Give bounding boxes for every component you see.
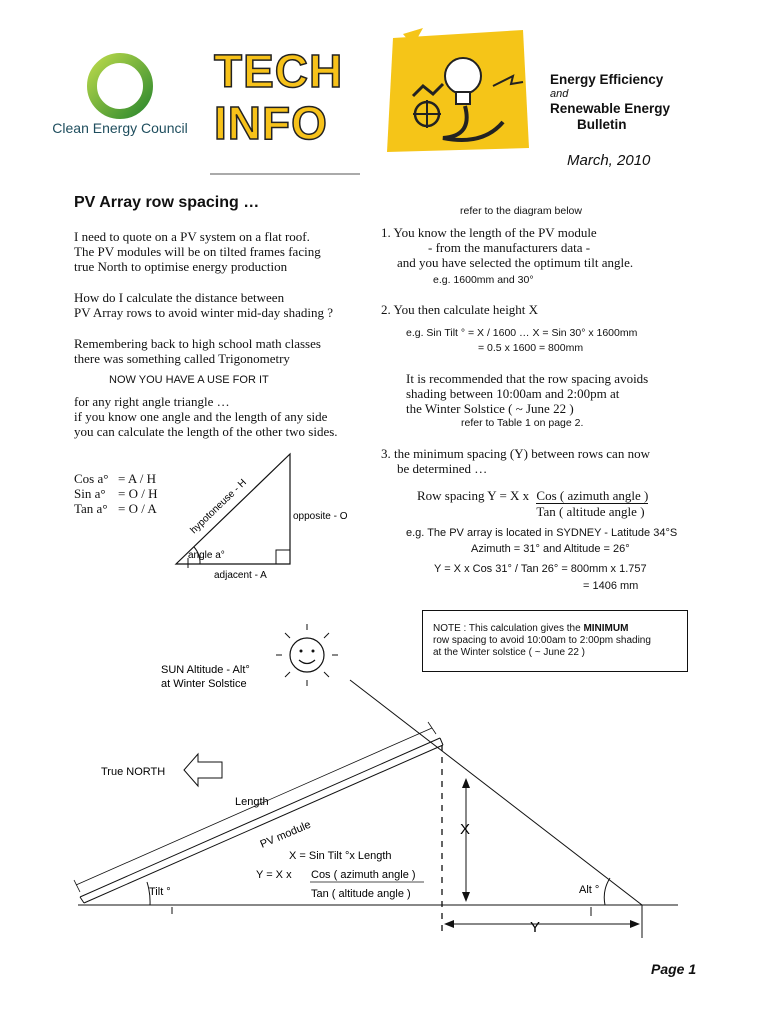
row-spacing-diagram xyxy=(0,610,768,950)
page-number: Page 1 xyxy=(651,961,697,977)
example-3-line2: Azimuth = 31° and Altitude = 26° xyxy=(471,543,630,555)
question-paragraph xyxy=(74,290,333,320)
bulletin-and: and xyxy=(550,88,569,100)
step-1 xyxy=(381,225,633,270)
triangle-paragraph xyxy=(74,394,338,439)
refer-diagram-note: refer to the diagram below xyxy=(460,205,582,217)
note-line: at the Winter solstice ( ~ June 22 ) xyxy=(433,647,586,658)
hypotenuse-label: hypotoneuse - H xyxy=(188,477,249,537)
step-2-example-1: e.g. Sin Tilt ° = X / 1600 … X = Sin 30° x 1600mm xyxy=(406,327,638,339)
example-3-line3: Y = X x Cos 31° / Tan 26° = 800mm x 1.757 xyxy=(434,563,647,575)
formula-row: Cos a° = A / H xyxy=(74,471,157,486)
text-line: if you know one angle and the length of any side xyxy=(74,409,328,424)
sun-altitude-label: SUN Altitude - Alt° xyxy=(161,664,250,676)
text-line: 3. the minimum spacing (Y) between rows can now xyxy=(381,446,650,461)
logo-word-tech: TECH xyxy=(214,45,344,97)
refer-table-note: refer to Table 1 on page 2. xyxy=(461,417,584,429)
bulb-icon xyxy=(383,26,533,156)
article-title: PV Array row spacing … xyxy=(74,194,260,211)
bulletin-title xyxy=(550,72,720,133)
text-line: true North to optimise energy production xyxy=(74,259,288,274)
use-line: NOW YOU HAVE A USE FOR IT xyxy=(109,374,269,386)
sun-icon xyxy=(276,624,338,686)
bulletin-line2: Renewable Energy xyxy=(550,101,671,116)
logo-word-info: INFO xyxy=(214,97,328,149)
text-line: for any right angle triangle … xyxy=(74,394,230,409)
text-line: 1. You know the length of the PV module xyxy=(381,225,597,240)
x-dimension-label: X xyxy=(460,821,471,838)
text-line: you can calculate the length of the other two sides. xyxy=(74,424,338,439)
row-spacing-formula xyxy=(417,488,648,519)
formula-row: Tan a° = O / A xyxy=(74,501,157,516)
trig-formulas xyxy=(74,471,157,516)
recommendation xyxy=(406,371,648,416)
step-2: 2. You then calculate height X xyxy=(381,302,539,317)
text-line: - from the manufacturers data - xyxy=(428,240,591,255)
tilt-label: Tilt ° xyxy=(149,886,171,898)
text-line: Remembering back to high school math classes xyxy=(74,336,321,351)
text-line: It is recommended that the row spacing avoids xyxy=(406,371,649,386)
y-dimension-label: Y xyxy=(530,919,541,936)
example-3-line1: e.g. The PV array is located in SYDNEY - Latitude 34°S xyxy=(406,527,678,539)
example-3-line4: = 1406 mm xyxy=(583,580,639,592)
text-line: the Winter Solstice ( ~ June 22 ) xyxy=(406,401,574,416)
bulletin-line3: Bulletin xyxy=(577,117,627,132)
length-label: Length xyxy=(235,796,269,808)
opposite-label: opposite - O xyxy=(293,511,348,522)
row-spacing-numerator: Cos ( azimuth angle ) xyxy=(536,488,649,503)
logo-ring-icon xyxy=(48,46,192,126)
note-line: NOTE : This calculation gives the MINIMUM xyxy=(433,623,629,634)
true-north-arrow-icon xyxy=(184,754,222,786)
pv-module-label: PV module xyxy=(258,818,313,851)
row-spacing-denominator: Tan ( altitude angle ) xyxy=(536,504,645,519)
true-north-label: True NORTH xyxy=(101,766,166,778)
text-line: shading between 10:00am and 2:00pm at xyxy=(406,386,620,401)
header-rule xyxy=(210,173,360,175)
text-line: PV Array rows to avoid winter mid-day shading ? xyxy=(74,305,333,320)
formula-y-numerator: Cos ( azimuth angle ) xyxy=(311,869,416,881)
text-line: there was something called Trigonometry xyxy=(74,351,290,366)
intro-paragraph xyxy=(74,229,321,274)
trig-paragraph xyxy=(74,336,321,366)
formula-y-denominator: Tan ( altitude angle ) xyxy=(311,888,411,900)
tech-info-logo xyxy=(208,44,358,154)
step-3 xyxy=(381,446,650,476)
text-line: How do I calculate the distance between xyxy=(74,290,285,305)
adjacent-label: adjacent - A xyxy=(214,570,267,581)
org-name: Clean Energy Council xyxy=(52,120,188,136)
formula-x: X = Sin Tilt °x Length xyxy=(289,850,392,862)
bulletin-line1: Energy Efficiency xyxy=(550,72,664,87)
clean-energy-council-logo xyxy=(48,46,192,146)
text-line: The PV modules will be on tilted frames facing xyxy=(74,244,321,259)
angle-label: angle a° xyxy=(188,550,225,561)
text-line: I need to quote on a PV system on a flat roof. xyxy=(74,229,310,244)
text-line: be determined … xyxy=(397,461,488,476)
alt-label: Alt ° xyxy=(579,884,600,896)
text-line: and you have selected the optimum tilt angle. xyxy=(397,255,634,270)
formula-y-prefix: Y = X x xyxy=(256,869,292,881)
right-triangle-diagram xyxy=(170,450,370,585)
step-1-example: e.g. 1600mm and 30° xyxy=(433,274,534,286)
note-line: row spacing to avoid 10:00am to 2:00pm shading xyxy=(433,635,651,646)
step-2-example-2: = 0.5 x 1600 = 800mm xyxy=(478,342,584,354)
formula-row: Sin a° = O / H xyxy=(74,486,158,501)
row-spacing-label: Row spacing Y = X x xyxy=(417,488,530,503)
sun-altitude-label-2: at Winter Solstice xyxy=(161,678,247,690)
bulletin-date: March, 2010 xyxy=(567,152,651,169)
